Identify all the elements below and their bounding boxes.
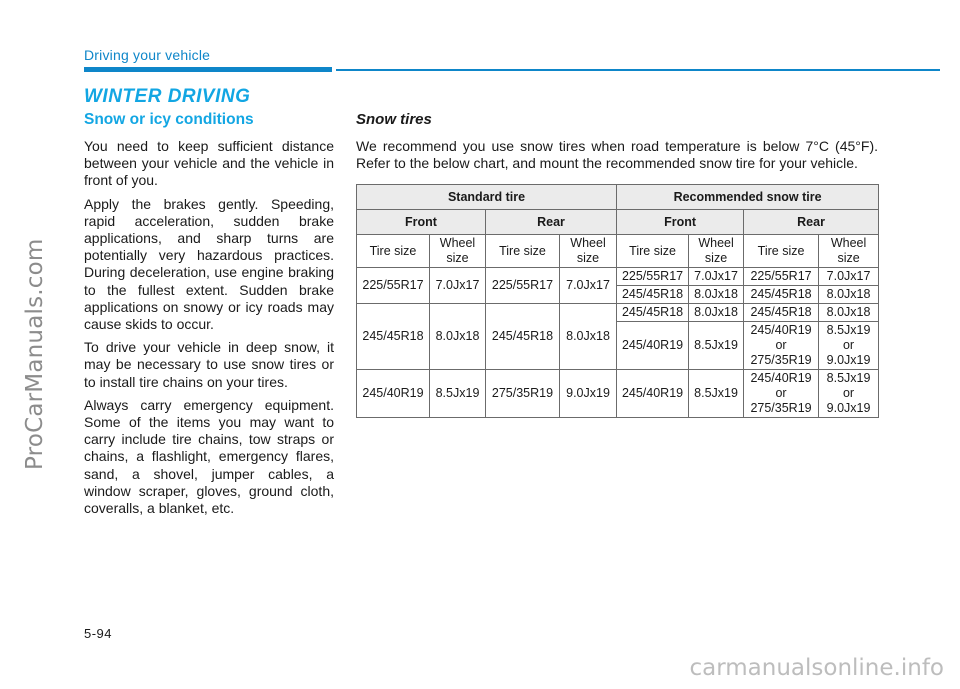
intro-paragraph: We recommend you use snow tires when road temperature is below 7°C (45°F). Refer to the below chart, and mount the recommended snow tire for your vehicle. [356,138,878,172]
paragraph: Apply the brakes gently. Speeding, rapid acceleration, sudden brake applications, and sharp turns are potentially very hazardous practices. During deceleration, use engine braking to the fullest extent. Sudden brake applications on snowy or icy roads may cause skids to occur. [84,195,334,333]
cell-line: 8.5Jx19 [826,371,871,386]
table-cell-multiline [744,322,819,370]
cell-line: or [842,386,855,401]
cell-line: 245/40R19 [750,323,812,338]
cell-line: 9.0Jx19 [826,353,871,368]
page-number: 5-94 [84,626,113,641]
right-column [356,111,878,418]
table-cell: 8.5Jx19 [430,370,486,418]
cell-line: or [775,386,787,401]
table-cell: 7.0Jx17 [819,268,879,286]
table-group-header-row [357,185,879,210]
left-column [84,111,334,523]
header-standard-tire: Standard tire [357,185,617,210]
col-header: Wheel size [819,235,879,268]
header-recommended-snow-tire: Recommended snow tire [617,185,879,210]
section-label: Driving your vehicle [84,47,211,63]
snow-tire-table [356,184,879,418]
col-header: Wheel size [430,235,486,268]
table-cell: 245/45R18 [617,286,689,304]
table-row [357,304,879,322]
table-cell: 245/40R19 [617,370,689,418]
table-cell: 8.0Jx18 [819,286,879,304]
paragraph: You need to keep sufficient distance between your vehicle and the vehicle in front of you. [84,138,334,189]
table-cell-multiline [819,370,879,418]
table-cell: 7.0Jx17 [689,268,744,286]
table-cell: 8.0Jx18 [689,304,744,322]
cell-line: 275/35R19 [750,401,812,416]
table-cell: 8.5Jx19 [689,370,744,418]
table-position-header-row [357,210,879,235]
table-cell-multiline [819,322,879,370]
cell-line: 9.0Jx19 [826,401,871,416]
table-cell: 245/45R18 [357,304,430,370]
cell-line: or [775,338,787,353]
header-rear: Rear [744,210,879,235]
table-row [357,370,879,418]
table-cell: 245/45R18 [617,304,689,322]
table-cell: 225/55R17 [617,268,689,286]
cell-line: 245/40R19 [750,371,812,386]
table-cell: 245/45R18 [744,286,819,304]
cell-line: 275/35R19 [750,353,812,368]
cell-line: or [842,338,855,353]
col-header: Tire size [357,235,430,268]
table-cell: 245/40R19 [357,370,430,418]
table-cell: 225/55R17 [486,268,560,304]
side-watermark: ProCarManuals.com [22,238,48,470]
paragraph: To drive your vehicle in deep snow, it may be necessary to use snow tires or to install tire chains on your tires. [84,339,334,390]
col-header: Wheel size [560,235,617,268]
cell-line: 8.5Jx19 [826,323,871,338]
col-header: Wheel size [689,235,744,268]
header-bar-thick [84,67,332,72]
header-rear: Rear [486,210,617,235]
header-bar-thin [336,69,940,71]
table-cell: 225/55R17 [744,268,819,286]
table-cell: 8.0Jx18 [560,304,617,370]
table-cell-multiline [744,370,819,418]
page-title: WINTER DRIVING [84,86,251,107]
header-front: Front [617,210,744,235]
header-front: Front [357,210,486,235]
col-header: Tire size [617,235,689,268]
paragraph: Always carry emergency equipment. Some of the items you may want to carry include tire chains, tow straps or chains, a flashlight, emergency flares, sand, a shovel, jumper cables, a window scraper, gloves, ground cloth, coveralls, a blanket, etc. [84,396,334,517]
col-header: Tire size [744,235,819,268]
table-cell: 8.0Jx18 [430,304,486,370]
table-cell: 245/45R18 [486,304,560,370]
table-column-header-row [357,235,879,268]
col-header: Tire size [486,235,560,268]
bottom-watermark: carmanualsonline.info [689,655,944,681]
table-cell: 275/35R19 [486,370,560,418]
table-cell: 245/45R18 [744,304,819,322]
table-cell: 8.5Jx19 [689,322,744,370]
table-cell: 245/40R19 [617,322,689,370]
table-cell: 9.0Jx19 [560,370,617,418]
table-cell: 7.0Jx17 [560,268,617,304]
table-cell: 8.0Jx18 [689,286,744,304]
table-cell: 225/55R17 [357,268,430,304]
right-subtitle: Snow tires [356,111,432,128]
table-cell: 7.0Jx17 [430,268,486,304]
table-row [357,268,879,286]
table-cell: 8.0Jx18 [819,304,879,322]
left-subtitle: Snow or icy conditions [84,111,254,128]
